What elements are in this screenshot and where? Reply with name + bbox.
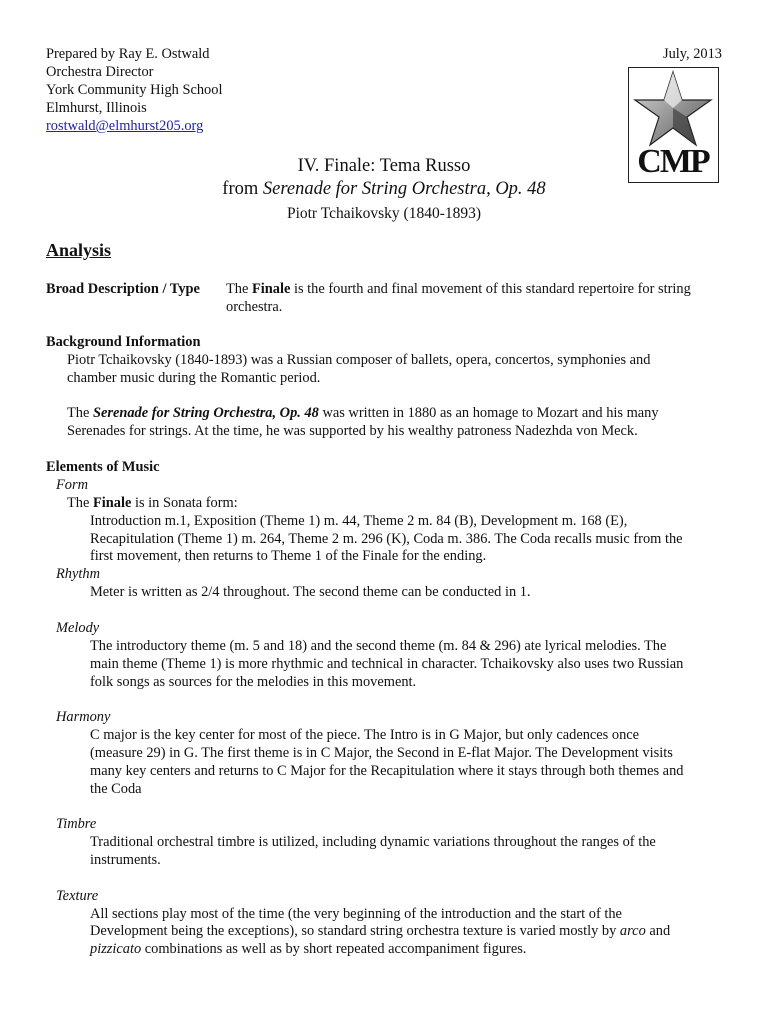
harmony-line3: many key centers and returns to C Major for the Recapitulation where it stays through both themes and (90, 763, 684, 779)
texture-line3: pizzicato combinations as well as by short repeated accompaniment figures. (90, 941, 527, 957)
form-label: Form (56, 477, 88, 493)
background-p1-line2: chamber music during the Romantic period. (67, 370, 321, 386)
piece-title: IV. Finale: Tema Russo (297, 156, 471, 176)
prepared-by: Prepared by Ray E. Ostwald (46, 46, 210, 62)
rhythm-line1: Meter is written as 2/4 throughout. The second theme can be conducted in 1. (90, 584, 531, 600)
harmony-line4: the Coda (90, 781, 142, 797)
broad-description-text: The Finale is the fourth and final movement of this standard repertoire for string (226, 281, 691, 297)
broad-description-text-2: orchestra. (226, 299, 283, 315)
melody-label: Melody (56, 620, 100, 636)
background-heading: Background Information (46, 334, 201, 350)
rhythm-label: Rhythm (56, 566, 100, 582)
melody-line3: folk songs as sources for the melodies in this movement. (90, 674, 417, 690)
document-date: July, 2013 (662, 46, 722, 62)
analysis-heading: Analysis (46, 240, 112, 260)
email-link[interactable]: rostwald@elmhurst205.org (46, 118, 204, 134)
form-line1: Introduction m.1, Exposition (Theme 1) m. 44, Theme 2 m. 84 (B), Development m. 168 (E), (90, 513, 628, 529)
timbre-line1: Traditional orchestral timbre is utilized, including dynamic variations throughout the ranges of the (90, 834, 656, 850)
broad-description-label: Broad Description / Type (46, 281, 200, 297)
harmony-label: Harmony (56, 709, 111, 725)
background-p2-line2: Serenades for strings. At the time, he was supported by his wealthy patroness Nadezhda von Meck. (67, 423, 638, 439)
source-work: Serenade for String Orchestra, Op. 48 (262, 179, 546, 199)
harmony-line2: (measure 29) in G. The first theme is in C Major, the Second in E-flat Major. The Development visits (90, 745, 673, 761)
melody-line2: main theme (Theme 1) is more rhythmic and technical in character. Tchaikovsky also uses two Russian (90, 656, 684, 672)
timbre-label: Timbre (56, 816, 97, 832)
texture-line1: All sections play most of the time (the very beginning of the introduction and the start of the (90, 906, 622, 922)
form-line3: first movement, then returns to Theme 1 of the Finale for the ending. (90, 548, 487, 564)
texture-label: Texture (56, 888, 99, 904)
elements-heading: Elements of Music (46, 459, 160, 475)
melody-line1: The introductory theme (m. 5 and 18) and the second theme (m. 84 & 296) ate lyrical melodies. The (90, 638, 667, 654)
composer-line: Piotr Tchaikovsky (1840-1893) (286, 205, 482, 222)
school-location: Elmhurst, Illinois (46, 100, 147, 116)
background-p2-line1: The Serenade for String Orchestra, Op. 48 was written in 1880 as an homage to Mozart and his many (67, 405, 659, 421)
author-role: Orchestra Director (46, 64, 154, 80)
logo-text: CMP (637, 143, 709, 180)
piece-source: from Serenade for String Orchestra, Op. 48 (222, 179, 546, 199)
background-p1-line1: Piotr Tchaikovsky (1840-1893) was a Russian composer of ballets, opera, concertos, symphonies and (67, 352, 651, 368)
school-name: York Community High School (46, 82, 223, 98)
author-block (46, 45, 222, 135)
harmony-line1: C major is the key center for most of the piece. The Intro is in G Major, but only cadences once (90, 727, 640, 743)
texture-line2: Development being the exceptions), so standard string orchestra texture is varied mostly by arco and (90, 923, 671, 939)
form-intro: The Finale is in Sonata form: (67, 495, 238, 511)
form-line2: Recapitulation (Theme 1) m. 264, Theme 2 m. 296 (K), Coda m. 386. The Coda recalls music from the (90, 531, 683, 547)
timbre-line2: instruments. (90, 852, 161, 868)
